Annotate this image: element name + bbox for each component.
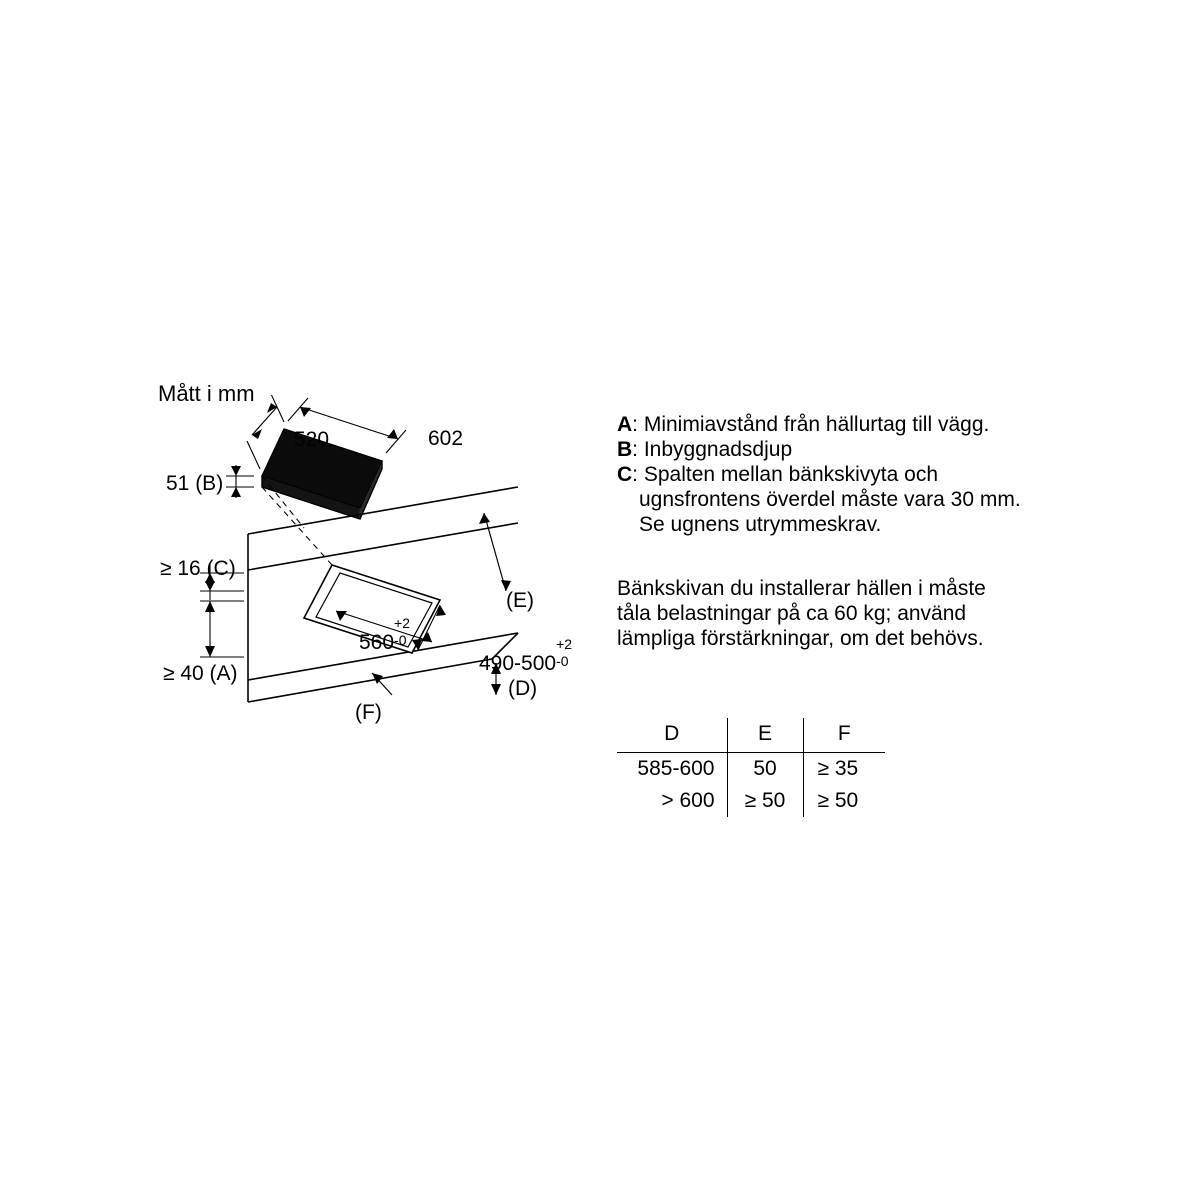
note-line-1: Bänkskivan du installerar hällen i måste bbox=[617, 577, 986, 600]
table-row bbox=[617, 753, 885, 786]
dim-label-cutout-width bbox=[359, 615, 411, 655]
cutout-width-tolerance: +2 -0 bbox=[394, 615, 411, 648]
note-line-2: tåla belastningar på ca 60 kg; använd bbox=[617, 602, 967, 625]
cell-e-1: 50 bbox=[727, 753, 803, 786]
cell-f-2: ≥ 50 bbox=[817, 789, 859, 812]
cell-d-2: > 600 bbox=[617, 785, 727, 817]
dim-label-depth-top: 602 bbox=[428, 427, 464, 450]
dimension-table bbox=[617, 718, 885, 817]
legend-text-a: : Minimiavstånd från hällurtag till vägg. bbox=[632, 413, 990, 436]
legend-key-c: C bbox=[617, 463, 633, 486]
dim-label-height-b bbox=[166, 472, 223, 496]
page-title: Mått i mm bbox=[158, 381, 255, 406]
table-header-e: E bbox=[727, 718, 803, 753]
table-header-f: F bbox=[837, 722, 851, 745]
note-block bbox=[617, 576, 1057, 651]
cutout-depth-value: 490-500 bbox=[479, 652, 557, 675]
legend-text-c: : Spalten mellan bänkskivyta och bbox=[632, 463, 939, 486]
legend-item-a bbox=[617, 412, 1077, 437]
dim-label-cutout-depth bbox=[479, 636, 573, 676]
dim-label-e: (E) bbox=[506, 589, 534, 612]
cell-d-1: 585-600 bbox=[617, 753, 727, 786]
table-header-d: D bbox=[617, 718, 727, 753]
table-header-row bbox=[617, 718, 885, 753]
legend-item-b bbox=[617, 437, 1077, 462]
table-row bbox=[617, 785, 885, 817]
legend-text-c-line2: ugnsfrontens överdel måste vara 30 mm. bbox=[639, 488, 1021, 511]
dim-label-f: (F) bbox=[355, 701, 382, 724]
cell-e-2: ≥ 50 bbox=[727, 785, 803, 817]
legend-block bbox=[617, 412, 1077, 537]
dim-height-b-value: 51 (B) bbox=[166, 472, 224, 495]
legend-key-b: B bbox=[617, 438, 633, 461]
cutout-width-value: 560 bbox=[359, 631, 395, 654]
legend-item-c bbox=[617, 462, 1077, 487]
dim-label-min-c: ≥ 16 (C) bbox=[160, 557, 236, 580]
cell-f-1: ≥ 35 bbox=[817, 757, 859, 780]
dim-label-d: (D) bbox=[508, 677, 538, 700]
dim-label-width-top: 520 bbox=[294, 428, 330, 451]
dim-label-min-a: ≥ 40 (A) bbox=[163, 662, 238, 685]
legend-key-a: A bbox=[617, 413, 633, 436]
legend-text-b: : Inbyggnadsdjup bbox=[632, 438, 793, 461]
cutout-depth-tolerance: +2 -0 bbox=[556, 636, 573, 669]
legend-text-c-line3: Se ugnens utrymmeskrav. bbox=[639, 513, 882, 536]
note-line-3: lämpliga förstärkningar, om det behövs. bbox=[617, 627, 984, 650]
